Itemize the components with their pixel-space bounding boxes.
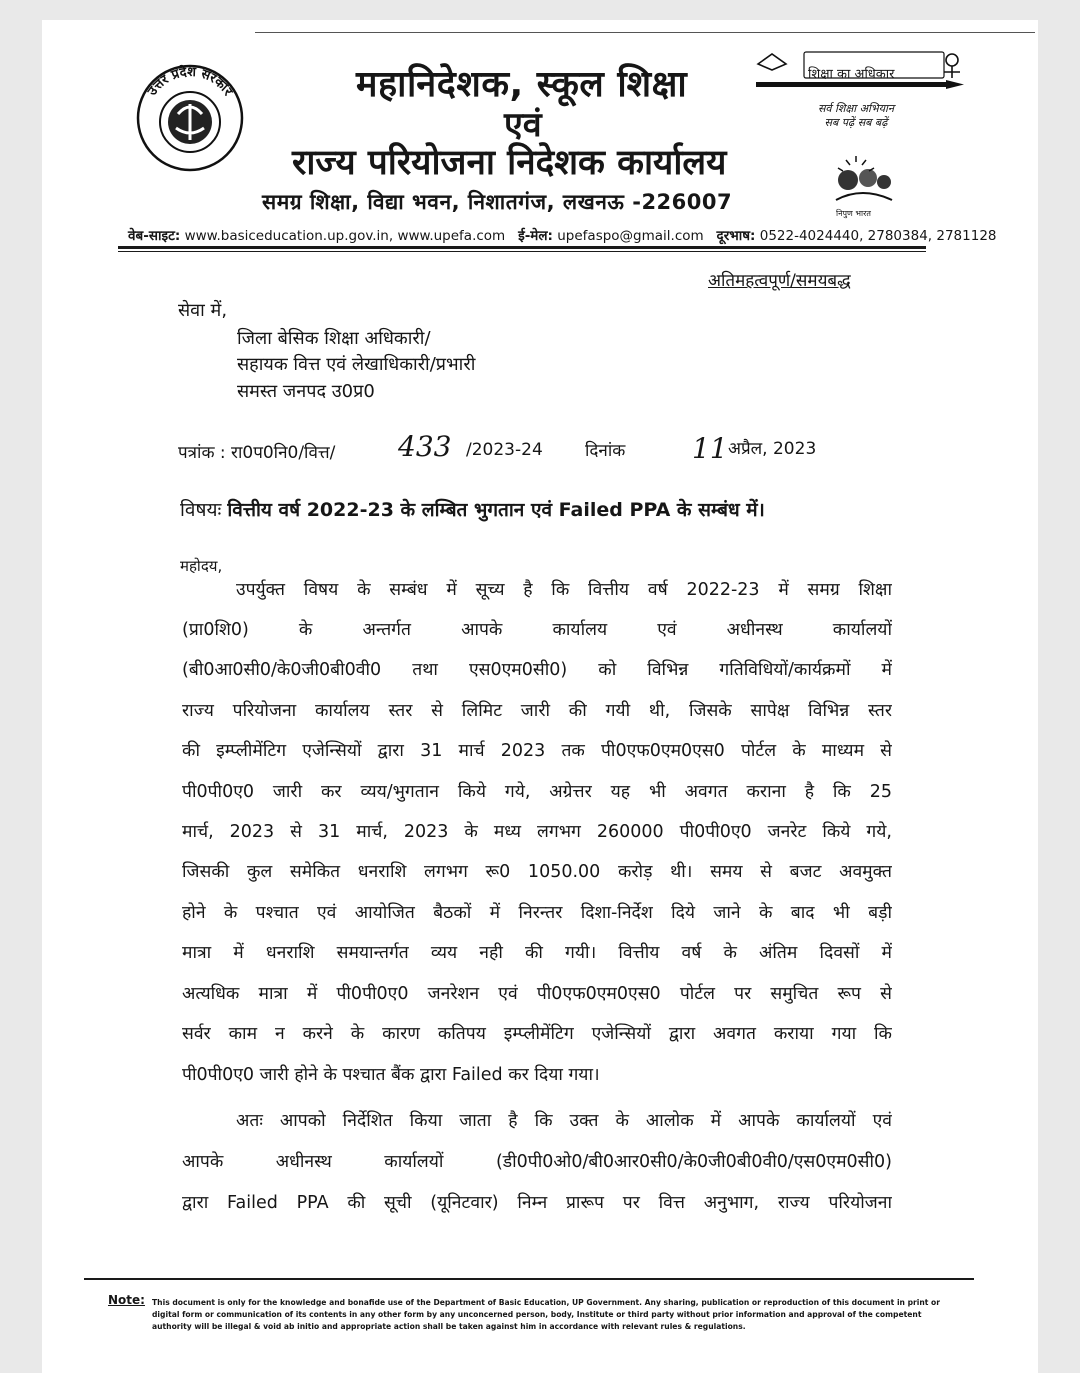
- date-day-handwritten: 11: [692, 432, 728, 465]
- top-border-line: [255, 32, 1035, 33]
- website-label: वेब-साइट:: [128, 228, 181, 244]
- reference-year: /2023-24: [466, 440, 543, 460]
- body-line: पी0पी0ए0 जारी होने के पश्चात बैंक द्वारा Failed कर दिया गया।: [182, 1065, 600, 1085]
- salutation-to: सेवा में,: [178, 300, 228, 321]
- reference-prefix: पत्रांक : रा0प0नि0/वित्त/: [178, 443, 336, 463]
- office-title-line1: महानिदेशक, स्कूल शिक्षा: [356, 64, 688, 105]
- ssa-line1: सर्व शिक्षा अभियान: [818, 102, 894, 115]
- office-title-line2: एवं: [504, 105, 542, 145]
- rte-logo-text: शिक्षा का अधिकार: [808, 67, 895, 82]
- recipient-line3: समस्त जनपद उ0प्र0: [237, 381, 375, 402]
- office-title-line3: राज्य परियोजना निदेशक कार्यालय: [292, 143, 727, 183]
- body-line: की इम्प्लीमेंटिग एजेन्सियों द्वारा 31 मार्च 2023 तक पी0एफ0एम0एस0 पोर्टल के माध्यम से: [182, 741, 892, 761]
- body-line: होने के पश्चात एवं आयोजित बैठकों में निरन्तर दिशा-निर्देश दिये जाने के बाद भी बड़ी: [182, 903, 892, 923]
- body-line: पी0पी0ए0 जारी कर व्यय/भुगतान किये गये, अग्रेत्तर यह भी अवगत कराना है कि 25: [182, 782, 892, 802]
- body-line: सर्वर काम न करने के कारण कतिपय इम्प्लीमेंटिग एजेन्सियों द्वारा अवगत कराया गया कि: [182, 1024, 892, 1044]
- greeting: महोदय,: [180, 557, 223, 575]
- body-line: उपर्युक्त विषय के सम्बंध में सूच्य है कि वित्तीय वर्ष 2022-23 में समग्र शिक्षा: [236, 580, 892, 600]
- note-label: Note:: [108, 1293, 145, 1307]
- header-divider: [118, 246, 926, 249]
- subject-text: वित्तीय वर्ष 2022-23 के लम्बित भुगतान एवं Failed PPA के सम्बंध में।: [227, 499, 765, 521]
- nipun-bharat-logo-icon: [826, 150, 898, 206]
- body-line: (बी0आ0सी0/के0जी0बी0वी0 तथा एस0एम0सी0) को विभिन्न गतिविधियों/कार्यक्रमों में: [182, 660, 892, 680]
- contact-line: [128, 226, 997, 244]
- body-line: मात्रा में धनराशि समयान्तर्गत व्यय नही की गयी। वित्तीय वर्ष के अंतिम दिवसों में: [182, 943, 892, 963]
- body2-line: आपके अधीनस्थ कार्यालयों (डी0पी0ओ0/बी0आर0सी0/के0जी0बी0वी0/एस0एम0सी0): [182, 1152, 892, 1172]
- note-text: This document is only for the knowledge and bonafide use of the Department of Basic Education, UP Government. Any sharing, publication or reproduction of this document in print or digital form or communication of its contents in any other form by any unconcerned person, body, Institute or third party without prior information and approval of the competent authority will be illegal & void ab initio and appropriate action shall be taken against him in accordance with relevant rules & regulations.: [152, 1298, 941, 1331]
- reference-number-handwritten: 433: [398, 430, 452, 463]
- phone-value: 0522-4024440, 2780384, 2781128: [759, 228, 997, 244]
- ssa-line2: सब पढ़ें सब बढ़ें: [824, 116, 888, 129]
- body2-line: द्वारा Failed PPA की सूची (यूनिटवार) निम्न प्रारूप पर वित्त अनुभाग, राज्य परियोजना: [182, 1193, 892, 1213]
- email-label: ई-मेल:: [518, 228, 553, 244]
- header-divider-thin: [118, 251, 926, 252]
- recipient-line2: सहायक वित्त एवं लेखाधिकारी/प्रभारी: [237, 354, 476, 375]
- recipient-line1: जिला बेसिक शिक्षा अधिकारी/: [237, 328, 431, 349]
- subject-line: [180, 496, 765, 522]
- seal-text: उत्तर प्रदेश सरकार: [144, 64, 236, 99]
- office-address: समग्र शिक्षा, विद्या भवन, निशातगंज, लखनऊ -226007: [262, 190, 733, 214]
- body-line: अत्यधिक मात्रा में पी0पी0ए0 जनरेशन एवं पी0एफ0एम0एस0 पोर्टल पर समुचित रूप से: [182, 984, 892, 1004]
- body-line: (प्रा0शि0) के अन्तर्गत आपके कार्यालय एवं अधीनस्थ कार्यालयों: [182, 620, 892, 640]
- phone-label: दूरभाष:: [716, 228, 756, 244]
- priority-label: अतिमहत्वपूर्ण/समयबद्ध: [708, 271, 851, 291]
- website-value: www.basiceducation.up.gov.in, www.upefa.com: [184, 228, 506, 244]
- nipun-bharat-text: निपुण भारत: [836, 209, 871, 218]
- email-value: upefaspo@gmail.com: [557, 228, 704, 244]
- ssa-tagline: [818, 102, 894, 130]
- body-line: राज्य परियोजना कार्यालय स्तर से लिमिट जारी की गयी थी, जिसके सापेक्ष विभिन्न स्तर: [182, 701, 892, 721]
- body2-line: अतः आपको निर्देशित किया जाता है कि उक्त के आलोक में आपके कार्यालयों एवं: [236, 1111, 892, 1131]
- footer-divider: [84, 1278, 974, 1280]
- date-label: दिनांक: [585, 441, 626, 461]
- date-month-year: अप्रैल, 2023: [728, 439, 817, 459]
- svg-text:उत्तर प्रदेश सरकार: [144, 64, 235, 100]
- subject-label: विषयः: [180, 499, 222, 521]
- body-line: जिसकी कुल समेकित धनराशि लगभग रू0 1050.00 करोड़ थी। समय से बजट अवमुक्त: [182, 862, 892, 882]
- up-government-seal-icon: [134, 58, 246, 174]
- body-line: मार्च, 2023 से 31 मार्च, 2023 के मध्य लगभग 260000 पी0पी0ए0 जनरेट किये गये,: [182, 822, 892, 842]
